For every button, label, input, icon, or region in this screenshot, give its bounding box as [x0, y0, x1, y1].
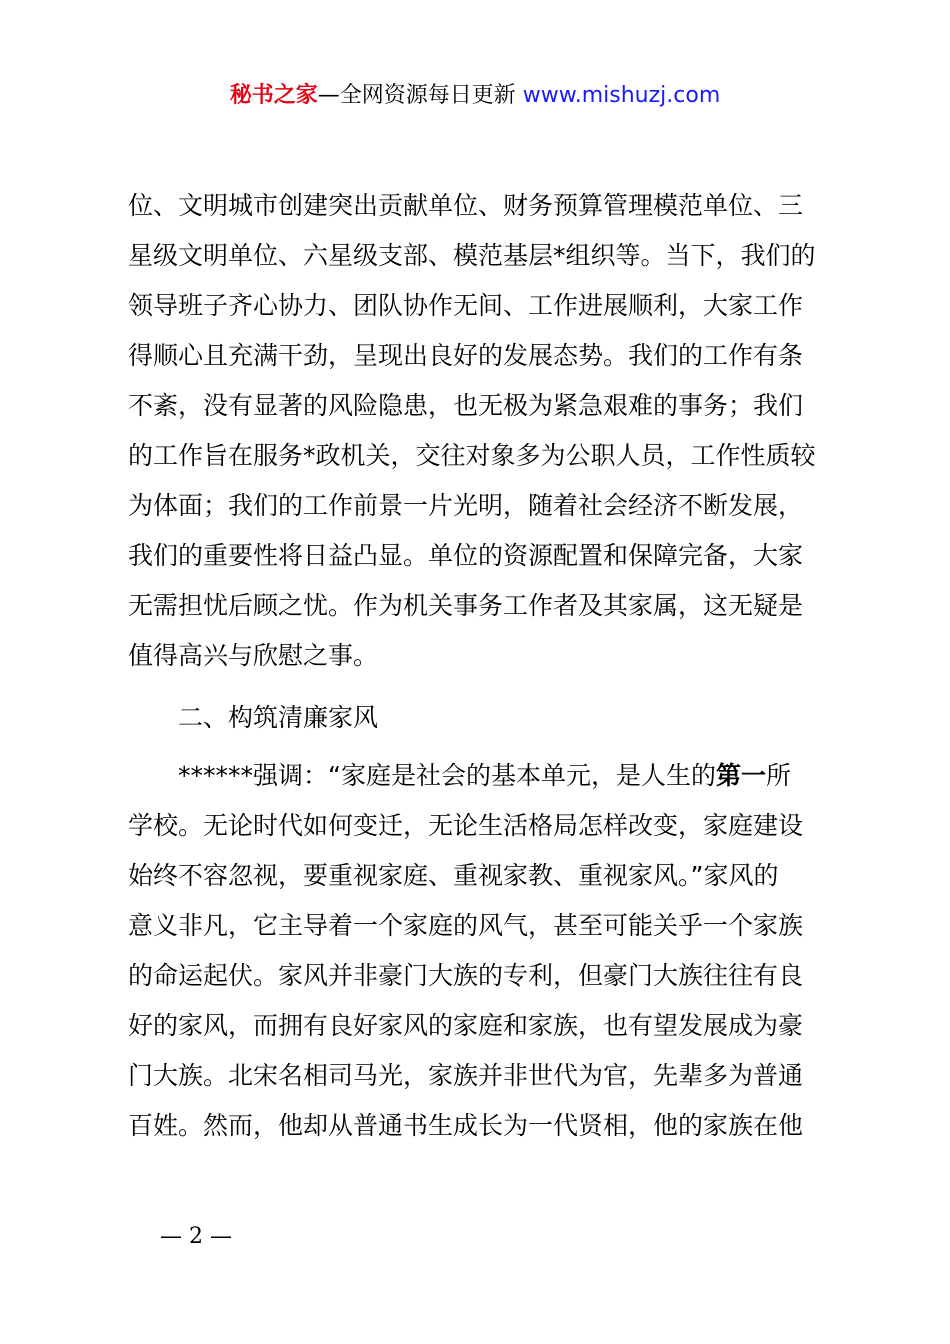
- text-line: 值得高兴与欣慰之事。: [128, 641, 379, 670]
- page-number: — 2 —: [160, 1224, 232, 1249]
- paragraph-family-tradition: [128, 751, 840, 1151]
- text-line: 不紊，没有显著的风险隐患，也无极为紧急艰难的事务；我们: [128, 391, 804, 420]
- quote-intro: ******强调：“家庭是社会的基本单元，是人生的: [178, 761, 716, 790]
- text-line: 学校。无论时代如何变迁，无论生活格局怎样改变，家庭建设: [128, 811, 804, 840]
- text-line: 我们的重要性将日益凸显。单位的资源配置和保障完备，大家: [128, 541, 804, 570]
- text-line: 领导班子齐心协力、团队协作无间、工作进展顺利，大家工作: [128, 291, 804, 320]
- text-line: 的工作旨在服务*政机关，交往对象多为公职人员，工作性质较: [128, 441, 816, 470]
- text-line: 始终不容忽视，要重视家庭、重视家教、重视家风。”家风的: [128, 861, 779, 890]
- text-line: 好的家风，而拥有良好家风的家庭和家族，也有望发展成为豪: [128, 1011, 804, 1040]
- text-line: 星级文明单位、六星级支部、模范基层*组织等。当下，我们的: [128, 241, 816, 270]
- text-line: 无需担忧后顾之忧。作为机关事务工作者及其家属，这无疑是: [128, 591, 804, 620]
- text-line: 百姓。然而，他却从普通书生成长为一代贤相，他的家族在他: [128, 1111, 804, 1140]
- text-line: 意义非凡，它主导着一个家庭的风气，甚至可能关乎一个家族: [128, 911, 804, 940]
- text-line: 位、文明城市创建突出贡献单位、财务预算管理模范单位、三: [128, 191, 804, 220]
- section-heading-block: [128, 693, 840, 743]
- text-line: 得顺心且充满干劲，呈现出良好的发展态势。我们的工作有条: [128, 341, 804, 370]
- text-line: 为体面；我们的工作前景一片光明，随着社会经济不断发展，: [128, 491, 804, 520]
- header-tagline: —全网资源每日更新: [317, 83, 516, 108]
- text-line: 的命运起伏。家风并非豪门大族的专利，但豪门大族往往有良: [128, 961, 804, 990]
- page-header: [0, 79, 950, 113]
- brand-name: 秘书之家: [229, 83, 318, 108]
- quote-continuation: 所: [765, 761, 791, 790]
- paragraph-continued: [128, 181, 840, 681]
- text-line-first: [128, 751, 840, 801]
- section-heading: 二、构筑清廉家风: [178, 703, 379, 732]
- text-line: 门大族。北宋名相司马光，家族并非世代为官，先辈多为普通: [128, 1061, 804, 1090]
- bold-emphasis: 第一: [715, 761, 766, 790]
- site-url-link[interactable]: www.mishuzj.com: [522, 83, 721, 108]
